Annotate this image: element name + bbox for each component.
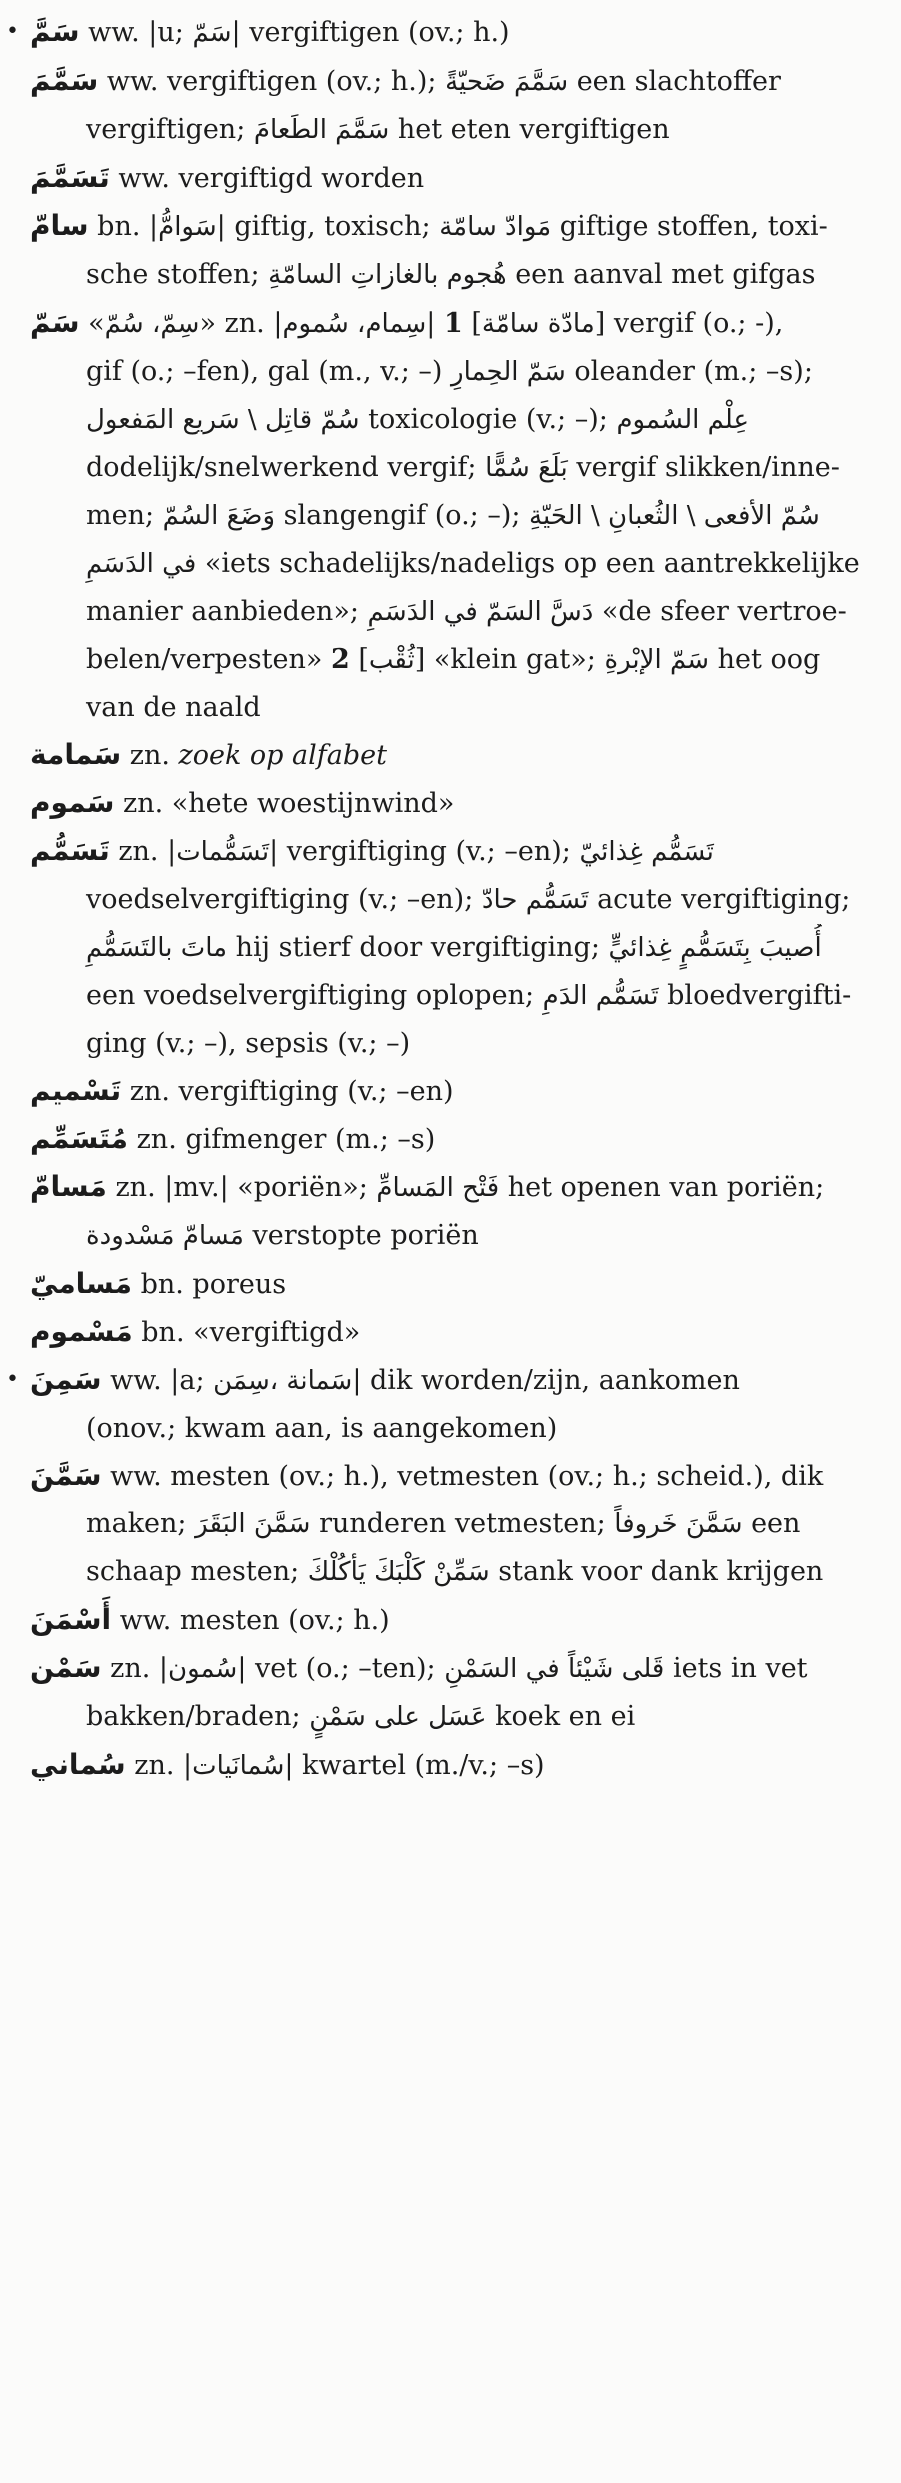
definition-text: ] vergif (o.; -), xyxy=(594,308,784,339)
arabic-headword: سَمامة xyxy=(30,738,122,771)
arabic-phrase: تَسَمُّم حادّ xyxy=(481,885,589,915)
arabic-phrase: قَلى شَيْئاً في السَمْنِ xyxy=(444,1654,665,1684)
arabic-phrase: أُصيبَ بِتَسَمُّمٍ غِذائيٍّ xyxy=(608,933,822,963)
arabic-headword: سَمَّنَ xyxy=(30,1459,102,1492)
dictionary-entry xyxy=(6,8,879,57)
arabic-phrase: سَمَّنَ البَقَرَ xyxy=(195,1509,311,1539)
arabic-phrase: سَمّ الحِمارِ xyxy=(451,357,566,387)
definition-text: runderen vetmesten; xyxy=(310,1508,615,1539)
arabic-phrase: ثُقْب xyxy=(368,645,415,675)
arabic-phrase: سُمانَيات xyxy=(192,1751,285,1781)
definition-text: « xyxy=(79,308,105,339)
definition-text: | vergiftiging (v.; –en); xyxy=(269,836,580,867)
definition-text: ww. mesten (ov.; h.) xyxy=(111,1605,390,1636)
dictionary-entry xyxy=(30,299,879,731)
entry-continuation-line xyxy=(30,588,879,636)
dictionary-entry xyxy=(30,1308,879,1356)
entry-line xyxy=(30,1452,879,1500)
arabic-phrase: مادّة سامّة xyxy=(481,309,595,339)
entry-line xyxy=(30,8,879,57)
definition-text: zn. | xyxy=(125,1750,193,1781)
definition-text: een voedselvergiftiging oplopen; xyxy=(86,980,543,1011)
dictionary-entry xyxy=(30,1644,879,1741)
entry-continuation-line xyxy=(30,924,879,972)
definition-text: | vet (o.; –ten); xyxy=(237,1653,445,1684)
dictionary-entry xyxy=(30,154,879,202)
arabic-headword: سَمَّ xyxy=(30,15,80,48)
arabic-phrase: سَمانة ،سِمَن xyxy=(213,1366,353,1396)
definition-text: «de sfeer vertroe- xyxy=(593,596,847,627)
arabic-headword: سَمَّمَ xyxy=(30,64,99,97)
definition-text: voedselvergiftiging (v.; –en); xyxy=(86,884,482,915)
arabic-phrase: عَسَل على سَمْنٍ xyxy=(309,1702,487,1732)
entry-line xyxy=(30,1067,879,1115)
arabic-phrase: مَوادّ سامّة xyxy=(439,212,552,242)
arabic-phrase: تَسَمُّم غِذائيّ xyxy=(579,837,714,867)
definition-text: ging (v.; –), sepsis (v.; –) xyxy=(86,1028,411,1059)
definition-text: zn. «hete woestijnwind» xyxy=(114,788,455,819)
definition-text: zn. vergiftiging (v.; –en) xyxy=(121,1076,454,1107)
dictionary-entry xyxy=(6,1356,879,1452)
entry-continuation-line xyxy=(30,1548,879,1596)
entry-line xyxy=(30,154,879,202)
arabic-headword: مَساميّ xyxy=(30,1267,133,1300)
arabic-phrase: ماتَ بالتَسَمُّمِ xyxy=(86,933,228,963)
definition-text: iets in vet xyxy=(664,1653,808,1684)
definition-text: [ xyxy=(349,644,369,675)
definition-text: hij stierf door vergiftiging; xyxy=(227,932,609,963)
dictionary-entry xyxy=(30,1741,879,1790)
entry-line xyxy=(30,1308,879,1356)
arabic-phrase: سَمّ xyxy=(192,18,232,48)
definition-text: een slachtoffer xyxy=(568,66,781,97)
definition-text: ww. vergiftigen (ov.; h.); xyxy=(98,66,446,97)
arabic-phrase: سَمَّمَ ضَحيّةً xyxy=(445,67,569,97)
dictionary-entry xyxy=(30,1115,879,1163)
definition-text: | vergiftigen (ov.; h.) xyxy=(231,17,510,48)
root-bullet: • xyxy=(6,1367,19,1392)
arabic-headword: سَمِنَ xyxy=(30,1363,102,1396)
arabic-phrase: وَضَعَ السُمّ xyxy=(162,501,276,531)
definition-text: bn. | xyxy=(88,211,159,242)
definition-text: ww. |a; xyxy=(101,1365,214,1396)
definition-text: ww. vergiftigd worden xyxy=(109,163,425,194)
dictionary-entry xyxy=(30,1067,879,1115)
definition-text: | giftig, toxisch; xyxy=(216,211,440,242)
arabic-phrase: سُمون xyxy=(167,1654,238,1684)
definition-text: verstopte poriën xyxy=(243,1220,479,1251)
definition-text: giftige stoffen, toxi- xyxy=(551,211,828,242)
definition-text: ] «klein gat»; xyxy=(414,644,605,675)
dictionary-entry xyxy=(30,1163,879,1260)
arabic-headword: مَسامّ xyxy=(30,1170,107,1203)
definition-text: «iets schadelijks/nadeligs op een aantrekkelijke xyxy=(196,548,860,579)
entry-line xyxy=(30,1741,879,1790)
dictionary-entry xyxy=(30,57,879,154)
entry-line xyxy=(30,1115,879,1163)
definition-text: zn. | xyxy=(101,1653,168,1684)
dictionary-entry xyxy=(30,1596,879,1644)
arabic-phrase: سِمّ، سُمّ xyxy=(104,309,200,339)
definition-text: zn. gifmenger (m.; –s) xyxy=(128,1124,436,1155)
entry-line xyxy=(30,827,879,876)
definition-text: vergif slikken/inne- xyxy=(567,452,840,483)
sense-number: 2 xyxy=(330,644,350,675)
definition-text: het openen van poriën; xyxy=(499,1172,825,1203)
entry-continuation-line xyxy=(30,251,879,299)
definition-text: gif (o.; –fen), gal (m., v.; –) xyxy=(86,356,452,387)
arabic-phrase: سَمَّمَ الطَعامَ xyxy=(253,115,390,145)
entry-line xyxy=(30,57,879,106)
arabic-headword: تَسْميم xyxy=(30,1074,122,1107)
dictionary-entry xyxy=(30,779,879,827)
entry-line xyxy=(30,202,879,251)
entry-line xyxy=(30,1163,879,1212)
arabic-headword: مَسْموم xyxy=(30,1315,133,1348)
definition-text: | dik worden/zijn, aankomen xyxy=(352,1365,740,1396)
entry-continuation-line xyxy=(30,1500,879,1548)
entry-continuation-line xyxy=(30,1693,879,1741)
arabic-phrase: سَمِّنْ كَلْبَكَ يَأكُلْكَ xyxy=(307,1557,490,1587)
entry-line xyxy=(30,1260,879,1308)
definition-text: een xyxy=(742,1508,801,1539)
entry-continuation-line xyxy=(30,1405,879,1452)
entry-continuation-line xyxy=(30,972,879,1020)
arabic-phrase: بَلَعَ سُمًّا xyxy=(485,453,568,483)
definition-text: maken; xyxy=(86,1508,196,1539)
arabic-headword: مُتَسَمِّم xyxy=(30,1122,128,1155)
definition-text: toxicologie (v.; –); xyxy=(359,404,617,435)
arabic-headword: سَموم xyxy=(30,786,115,819)
definition-text: zn. | xyxy=(109,836,177,867)
definition-text: vergiftigen; xyxy=(86,114,254,145)
arabic-headword: سَمّ xyxy=(30,306,80,339)
definition-text: van de naald xyxy=(86,692,261,723)
entry-line xyxy=(30,1596,879,1644)
arabic-phrase: سُمّ الأفعى \ الثُعبانِ \ الحَيّةِ xyxy=(529,501,820,531)
entry-line xyxy=(30,1644,879,1693)
arabic-headword: تَسَمَّمَ xyxy=(30,161,110,194)
definition-text: » zn. | xyxy=(199,308,283,339)
definition-text: | xyxy=(426,308,444,339)
arabic-phrase: في الدَسَمِ xyxy=(86,549,197,579)
definition-text: [ xyxy=(462,308,482,339)
arabic-phrase: هُجوم بالغازاتِ السامّةِ xyxy=(268,260,507,290)
definition-text: oleander (m.; –s); xyxy=(565,356,813,387)
arabic-headword: سَمْن xyxy=(30,1651,102,1684)
definition-text: | kwartel (m./v.; –s) xyxy=(284,1750,545,1781)
arabic-phrase: تَسَمُّم الدَمِ xyxy=(542,981,659,1011)
definition-text: stank voor dank krijgen xyxy=(489,1556,824,1587)
arabic-phrase: سَمّ الإبْرةِ xyxy=(604,645,710,675)
definition-text: dodelijk/snelwerkend vergif; xyxy=(86,452,486,483)
definition-text: manier aanbieden»; xyxy=(86,596,368,627)
definition-text: schaap mesten; xyxy=(86,1556,308,1587)
arabic-phrase: مَسامّ مَسْدودة xyxy=(86,1221,244,1251)
definition-text: acute vergiftiging; xyxy=(588,884,851,915)
dictionary-entry xyxy=(30,202,879,299)
sense-number: 1 xyxy=(443,308,463,339)
definition-text: koek en ei xyxy=(486,1701,636,1732)
entry-continuation-line xyxy=(30,636,879,684)
dictionary-entry xyxy=(30,731,879,779)
definition-text: belen/verpesten» xyxy=(86,644,331,675)
arabic-headword: أَسْمَنَ xyxy=(30,1603,112,1636)
entry-continuation-line xyxy=(30,444,879,492)
definition-text: bn. poreus xyxy=(132,1269,287,1300)
entry-line xyxy=(30,1356,879,1405)
definition-text: een aanval met gifgas xyxy=(506,259,816,290)
entry-continuation-line xyxy=(30,106,879,154)
arabic-phrase: دَسَّ السَمّ في الدَسَمِ xyxy=(367,597,594,627)
definition-text: zn. |mv.| «poriën»; xyxy=(106,1172,377,1203)
definition-text: het eten vergiftigen xyxy=(389,114,670,145)
definition-text: ww. |u; xyxy=(79,17,193,48)
definition-text: sche stoffen; xyxy=(86,259,269,290)
root-bullet: • xyxy=(6,19,19,44)
definition-text: men; xyxy=(86,500,163,531)
entry-continuation-line xyxy=(30,492,879,540)
arabic-phrase: سِمام، سُموم xyxy=(282,309,427,339)
definition-text: (onov.; kwam aan, is aangekomen) xyxy=(86,1413,558,1444)
arabic-headword: تَسَمُّم xyxy=(30,834,110,867)
arabic-phrase: تَسَمُّمات xyxy=(176,837,270,867)
definition-text: bakken/braden; xyxy=(86,1701,310,1732)
arabic-phrase: فَتْح المَسامِّ xyxy=(376,1173,500,1203)
entry-continuation-line xyxy=(30,684,879,731)
arabic-phrase: سَوامُّ xyxy=(158,212,217,242)
entry-line xyxy=(30,731,879,779)
definition-text: bloedvergifti- xyxy=(658,980,852,1011)
definition-text: slangengif (o.; –); xyxy=(275,500,530,531)
definition-text: het oog xyxy=(709,644,821,675)
definition-text: zn. xyxy=(121,740,179,771)
dictionary-entry xyxy=(30,827,879,1067)
entry-continuation-line xyxy=(30,396,879,444)
entry-continuation-line xyxy=(30,540,879,588)
entry-line xyxy=(30,299,879,348)
arabic-headword: سامّ xyxy=(30,209,89,242)
dictionary-entry xyxy=(30,1260,879,1308)
definition-text: ww. mesten (ov.; h.), vetmesten (ov.; h.; scheid.), dik xyxy=(101,1461,824,1492)
arabic-phrase: سُمّ قاتِل \ سَريع المَفعول xyxy=(86,405,360,435)
arabic-phrase: عِلْم السُموم xyxy=(616,405,750,435)
arabic-phrase: سَمَّنَ خَروفاً xyxy=(614,1509,743,1539)
arabic-headword: سُماني xyxy=(30,1748,126,1781)
entry-continuation-line xyxy=(30,1020,879,1067)
entry-continuation-line xyxy=(30,348,879,396)
entry-line xyxy=(30,779,879,827)
dictionary-entry xyxy=(30,1452,879,1596)
definition-text: bn. «vergiftigd» xyxy=(132,1317,361,1348)
entry-continuation-line xyxy=(30,876,879,924)
cross-reference: zoek op alfabet xyxy=(178,740,387,771)
entry-continuation-line xyxy=(30,1212,879,1260)
